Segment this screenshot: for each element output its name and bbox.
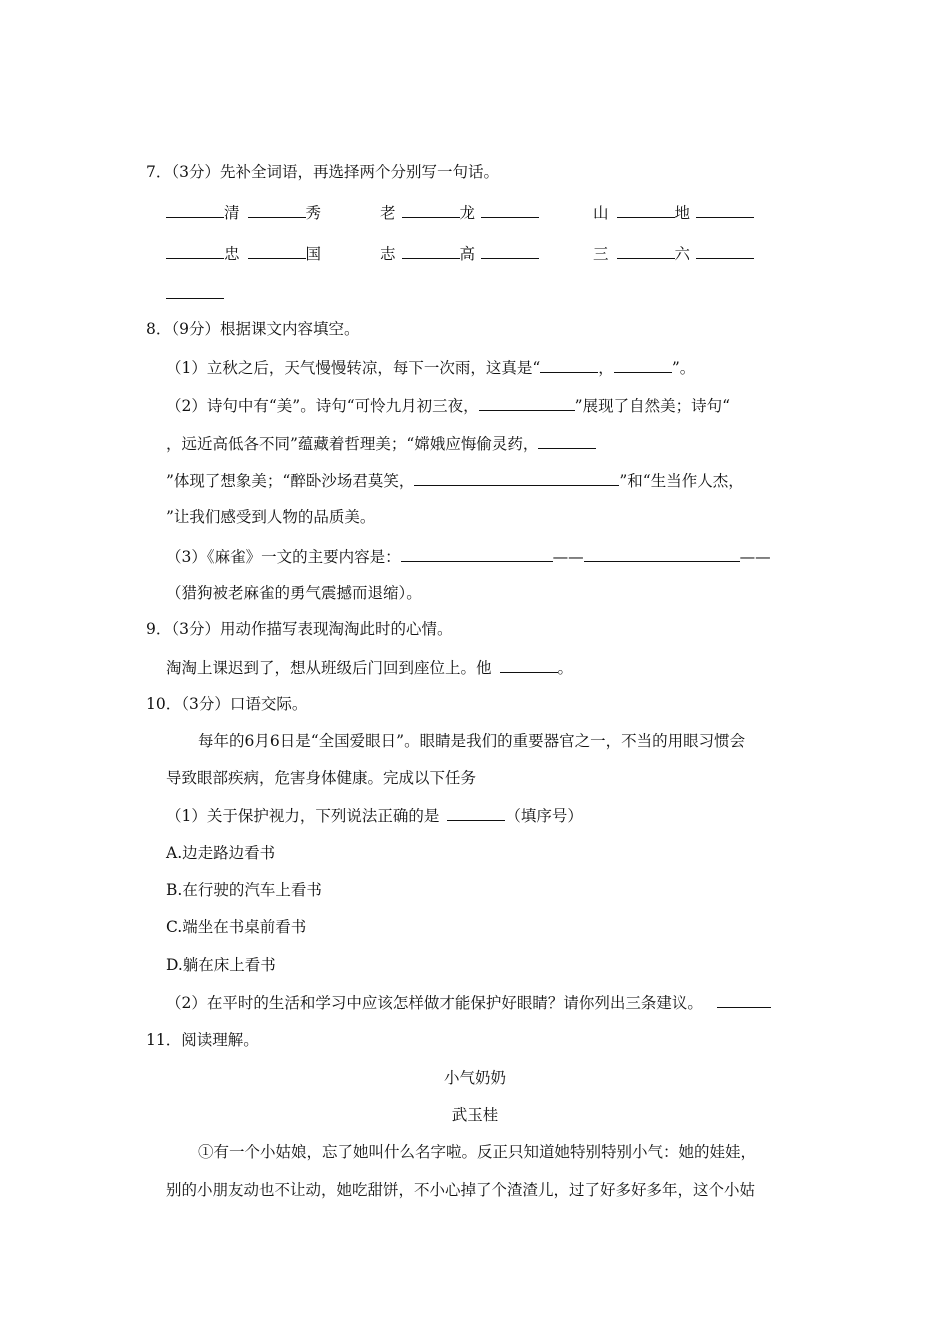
- answer-blank[interactable]: [617, 242, 675, 259]
- answer-blank[interactable]: [481, 242, 539, 259]
- answer-blank[interactable]: [166, 201, 224, 218]
- passage-author: 武玉桂: [451, 1106, 499, 1124]
- answer-blank[interactable]: [500, 656, 558, 673]
- q7-row2-group2: 志 高: [380, 242, 539, 265]
- q8-part3-line1: （3）《麻雀》一文的主要内容是： —— ——: [166, 545, 771, 568]
- answer-blank[interactable]: [414, 469, 619, 486]
- answer-blank[interactable]: [447, 804, 505, 821]
- q7-stem: 7．（3分）先补全词语，再选择两个分别写一句话。: [146, 163, 499, 181]
- passage-paragraph-line1: ①有一个小姑娘，忘了她叫什么名字啦。反正只知道她特别特别小气：她的娃娃，: [198, 1143, 757, 1161]
- q10-option-a: A.边走路边看书: [166, 844, 276, 862]
- answer-blank[interactable]: [248, 201, 306, 218]
- q10-option-c: C.端坐在书桌前看书: [166, 918, 307, 936]
- q7-row2-group1: 忠 国: [166, 242, 321, 265]
- answer-blank[interactable]: [584, 545, 740, 562]
- passage-paragraph-line2: 别的小朋友动也不让动，她吃甜饼，不小心掉了个渣渣儿，过了好多好多年，这个小姑: [166, 1181, 756, 1199]
- q10-option-d: D.躺在床上看书: [166, 956, 276, 974]
- answer-blank[interactable]: [481, 201, 539, 218]
- q10-sub1: （1）关于保护视力，下列说法正确的是 （填序号）: [166, 804, 583, 827]
- q7-row1-group2: 老 龙: [380, 201, 539, 224]
- q10-option-b: B.在行驶的汽车上看书: [166, 881, 322, 899]
- answer-blank[interactable]: [401, 545, 553, 562]
- answer-blank[interactable]: [696, 242, 754, 259]
- answer-blank[interactable]: [402, 201, 460, 218]
- answer-blank[interactable]: [402, 242, 460, 259]
- answer-blank[interactable]: [538, 432, 596, 449]
- q9-stem: 9．（3分）用动作描写表现淘淘此时的心情。: [146, 620, 453, 638]
- q10-sub2: （2）在平时的生活和学习中应该怎样做才能保护好眼睛？请你列出三条建议。: [166, 991, 771, 1014]
- answer-blank[interactable]: [166, 242, 224, 259]
- answer-blank[interactable]: [479, 394, 575, 411]
- q7-row1-group1: 清 秀: [166, 201, 321, 224]
- q8-part2-line4: ”让我们感受到人物的品质美。: [166, 508, 376, 526]
- q11-stem: 11．阅读理解。: [146, 1031, 259, 1049]
- q10-stem: 10．（3分）口语交际。: [146, 695, 308, 713]
- q10-intro-line2: 导致眼部疾病，危害身体健康。完成以下任务: [166, 769, 477, 787]
- q8-stem: 8．（9分）根据课文内容填空。: [146, 320, 360, 338]
- answer-blank[interactable]: [717, 991, 771, 1008]
- q7-extra-line: [166, 282, 224, 305]
- q8-part2-line2: ，远近高低各不同”蕴藏着哲理美；“嫦娥应悔偷灵药，: [166, 432, 596, 455]
- q8-part1: （1）立秋之后，天气慢慢转凉，每下一次雨，这真是“ ， ”。: [166, 356, 695, 379]
- answer-blank[interactable]: [540, 356, 598, 373]
- q7-row1-group3: 山 地: [593, 201, 754, 224]
- q7-row2-group3: 三 六: [593, 242, 754, 265]
- answer-blank[interactable]: [614, 356, 672, 373]
- answer-blank[interactable]: [696, 201, 754, 218]
- answer-blank[interactable]: [617, 201, 675, 218]
- answer-blank[interactable]: [166, 282, 224, 299]
- answer-blank[interactable]: [248, 242, 306, 259]
- q8-part2-line3: ”体现了想象美；“醉卧沙场君莫笑， ”和“生当作人杰，: [166, 469, 744, 492]
- q8-part2-line1: （2）诗句中有“美”。诗句“可怜九月初三夜， ”展现了自然美；诗句“: [166, 394, 730, 417]
- q10-intro-line1: 每年的6月6日是“全国爱眼日”。眼睛是我们的重要器官之一，不当的用眼习惯会: [198, 732, 746, 750]
- q8-part3-line2: （猎狗被老麻雀的勇气震撼而退缩）。: [166, 584, 422, 602]
- q9-line: 淘淘上课迟到了，想从班级后门回到座位上。他 。: [166, 656, 573, 679]
- passage-title: 小气奶奶: [443, 1069, 506, 1087]
